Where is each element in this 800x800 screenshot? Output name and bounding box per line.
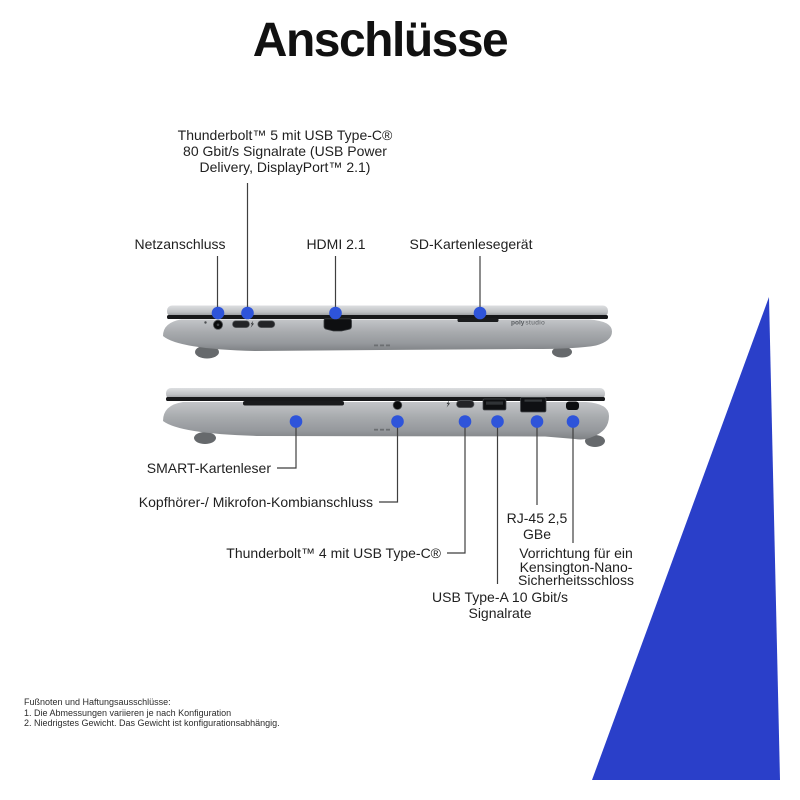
label-rj45 (507, 510, 568, 542)
poly-studio-logo: polystudio (511, 319, 546, 327)
label-smart-card-reader: SMART-Kartenleser (146, 460, 271, 476)
rj45-pins (525, 400, 543, 402)
footnotes-heading: Fußnoten und Haftungsausschlüsse: (24, 697, 171, 707)
label-rj45-line1: RJ-45 2,5 (506, 510, 568, 526)
dot-audio (391, 415, 404, 428)
corner-triangle-decoration (592, 297, 780, 780)
usb-c-port (457, 401, 475, 408)
usb-c-port (258, 321, 275, 328)
label-thunderbolt5-line2: 80 Gbit/s Signalrate (USB Power (183, 143, 387, 159)
label-rj45-line2: GBe (522, 526, 552, 542)
dot-sd (474, 307, 487, 320)
usb-a-tongue (486, 402, 503, 405)
footnote-item: 2. Niedrigstes Gewicht. Das Gewicht ist konfigurationsabhängig. (24, 718, 280, 728)
label-hdmi: HDMI 2.1 (306, 236, 366, 252)
dot-netzanschluss (212, 307, 225, 320)
callout-line-audio (379, 427, 398, 502)
label-usb-a-line1: USB Type-A 10 Gbit/s (432, 589, 568, 605)
footnote-item: 1. Die Abmessungen variieren je nach Konfiguration (24, 707, 232, 718)
laptop-left-side-view (163, 306, 612, 359)
label-thunderbolt5-line1: Thunderbolt™ 5 mit USB Type-C® (177, 127, 393, 143)
page-title: Anschlüsse (252, 14, 508, 67)
dot-hdmi (329, 307, 342, 320)
headphone-jack-port (393, 401, 402, 410)
led-pinhole (204, 321, 206, 323)
label-thunderbolt5-line3: Delivery, DisplayPort™ 2.1) (199, 159, 371, 175)
label-usb-a-line2: Signalrate (468, 605, 532, 621)
label-netzanschluss: Netzanschluss (134, 236, 226, 252)
hdmi-port (324, 319, 352, 331)
usb-c-port (233, 321, 250, 328)
footnotes (24, 697, 280, 729)
dot-smart (290, 415, 303, 428)
dot-rj45 (531, 415, 544, 428)
vent-dashes (374, 345, 390, 347)
dot-thunderbolt5 (241, 307, 254, 320)
label-audio-combo-jack: Kopfhörer-/ Mikrofon-Kombianschluss (138, 494, 373, 510)
laptop-lid-edge (167, 306, 608, 317)
callout-line-thunderbolt4 (447, 427, 465, 553)
vent-dashes (374, 429, 390, 431)
label-kensington-line3: Sicherheitsschloss (518, 572, 634, 588)
smart-card-slot (243, 401, 344, 406)
laptop-lid-gap (167, 315, 608, 319)
label-sd-card-reader: SD-Kartenlesegerät (409, 236, 533, 252)
label-kensington (518, 547, 634, 588)
label-kensington-line2: Kensington-Nano- (519, 558, 633, 575)
kensington-lock-slot (566, 402, 579, 411)
dot-usba (491, 415, 504, 428)
dot-kensington (567, 415, 580, 428)
label-usb-a (432, 589, 568, 621)
rubber-foot (194, 432, 216, 444)
label-thunderbolt5 (178, 127, 393, 175)
label-kensington-line1: Vorrichtung für ein (519, 545, 633, 561)
laptop-right-side-view (163, 388, 609, 447)
label-thunderbolt4: Thunderbolt™ 4 mit USB Type-C® (226, 545, 441, 561)
power-jack-pin (217, 324, 220, 327)
dot-thunderbolt4 (459, 415, 472, 428)
